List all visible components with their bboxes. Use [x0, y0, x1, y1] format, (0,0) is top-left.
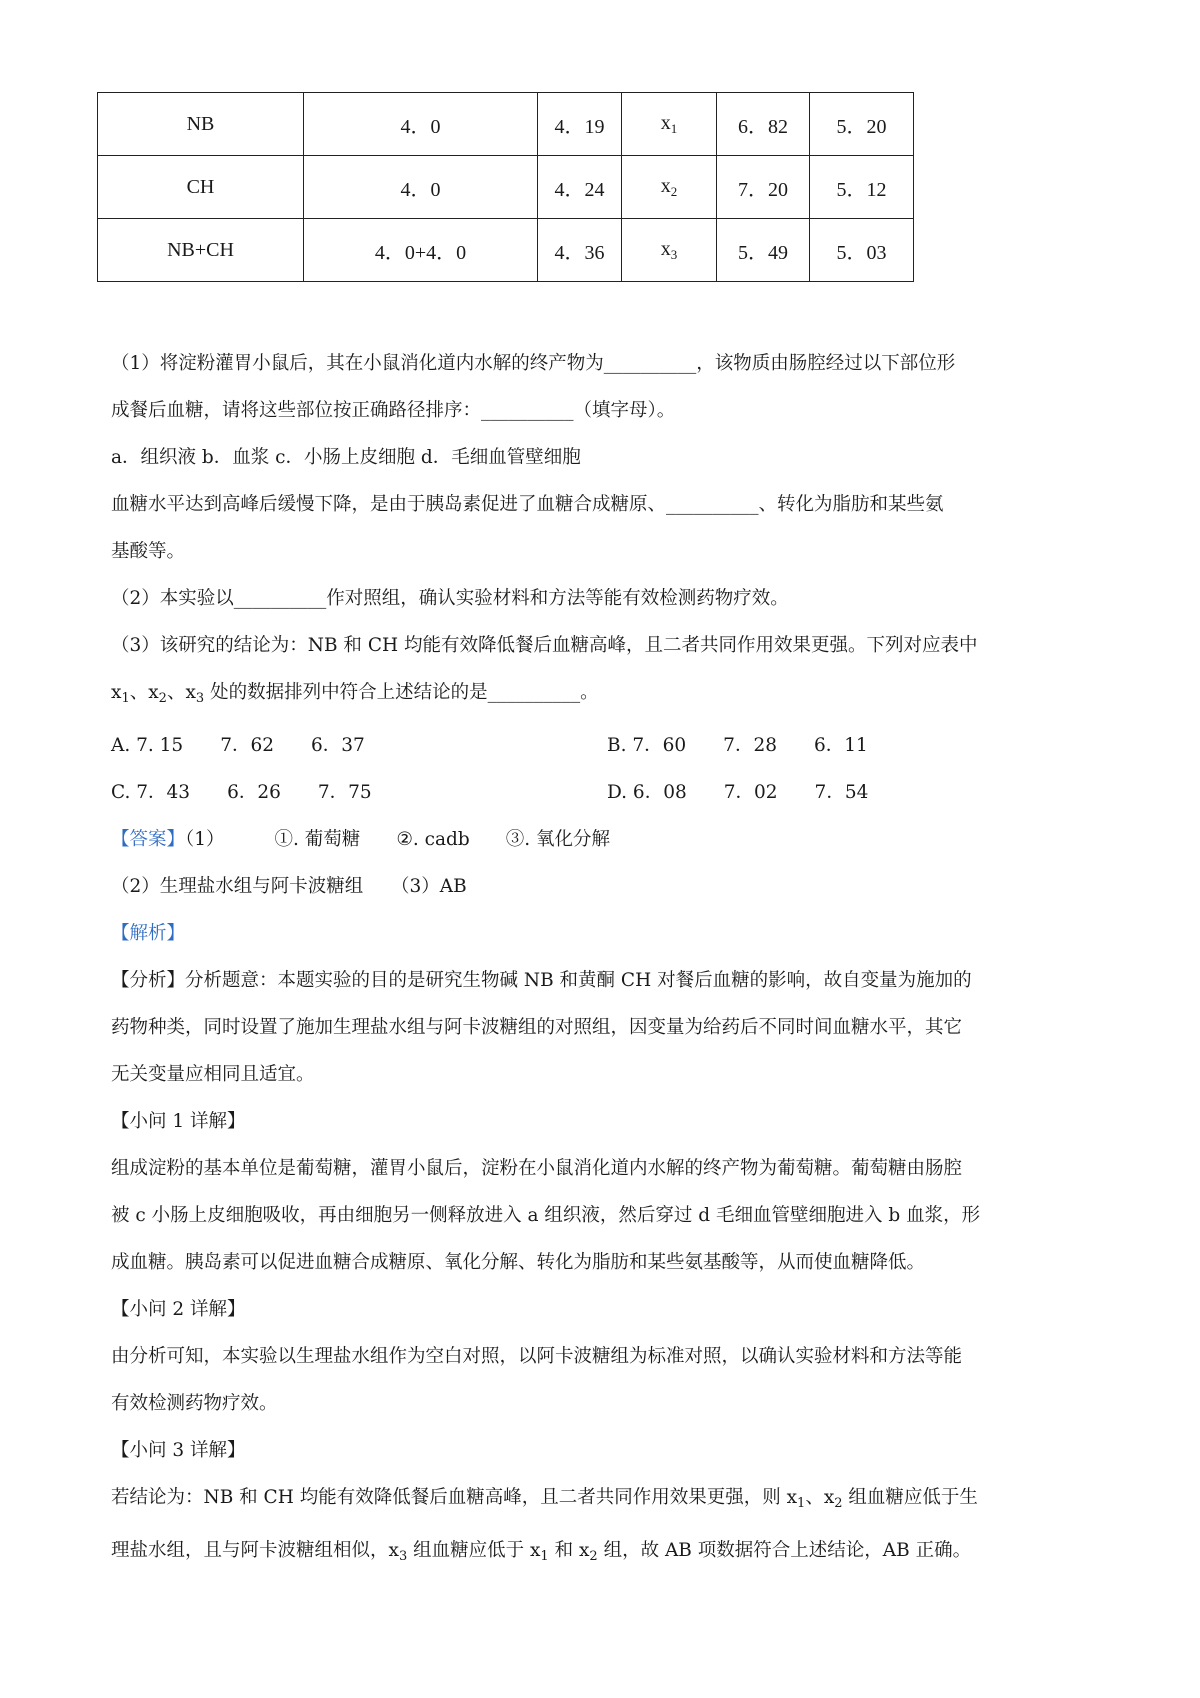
section-title: 【小问 3 详解】 [111, 1440, 246, 1461]
analysis-tag: 【解析】 [111, 923, 186, 944]
table-row [98, 219, 914, 282]
explanation-line: 成血糖。胰岛素可以促进血糖合成糖原、氧化分解、转化为脂肪和某些氨基酸等，从而使血糖降低。 [111, 1252, 926, 1273]
option-c: C. 7．43 6．26 7．75 [111, 782, 372, 803]
table-cell: $x_3$ [622, 219, 717, 282]
q3-line: （3）该研究的结论为：NB 和 CH 均能有效降低餐后血糖高峰，且二者共同作用效果更强。下列对应表中 [111, 635, 978, 656]
table-cell: 5．03 [810, 219, 914, 282]
explanation-line: 组成淀粉的基本单位是葡萄糖，灌胃小鼠后，淀粉在小鼠消化道内水解的终产物为葡萄糖。葡萄糖由肠腔 [111, 1158, 963, 1179]
q1-line: 血糖水平达到高峰后缓慢下降，是由于胰岛素促进了血糖合成糖原、__________、转化为脂肪和某些氨 [111, 494, 944, 515]
table-cell: 5．20 [810, 93, 914, 156]
table-cell: 5．49 [717, 219, 810, 282]
analysis-line: 无关变量应相同且适宜。 [111, 1064, 315, 1085]
q2-line: （2）本实验以__________作对照组，确认实验材料和方法等能有效检测药物疗效。 [111, 588, 789, 609]
option-b: B. 7．60 7．28 6．11 [607, 735, 868, 756]
document-body [111, 340, 1101, 1580]
answer-tag: 【答案】 [111, 829, 186, 850]
table-cell: 4．19 [538, 93, 622, 156]
table-cell: 7．20 [717, 156, 810, 219]
table-cell: NB [98, 93, 304, 156]
explanation-line: 被 c 小肠上皮细胞吸收，再由细胞另一侧释放进入 a 组织液，然后穿过 d 毛细血管壁细胞进入 b 血浆，形 [111, 1205, 981, 1226]
data-table [97, 92, 914, 282]
table-cell: $x_1$ [622, 93, 717, 156]
explanation-line: 若结论为：NB 和 CH 均能有效降低餐后血糖高峰，且二者共同作用效果更强，则 $x_1$、$x_2$ 组血糖应低于生 [111, 1487, 978, 1511]
q3-line: $x_1$、$x_2$、$x_3$ 处的数据排列中符合上述结论的是__________。 [111, 682, 599, 706]
options-row [111, 769, 1101, 816]
table-row [98, 93, 914, 156]
options-row [111, 722, 1101, 769]
table-cell: NB+CH [98, 219, 304, 282]
section-title: 【小问 2 详解】 [111, 1299, 246, 1320]
q1-line: a．组织液 b．血浆 c．小肠上皮细胞 d．毛细血管壁细胞 [111, 447, 581, 468]
explanation-line: 有效检测药物疗效。 [111, 1393, 278, 1414]
table-cell: 4．24 [538, 156, 622, 219]
answer-line: 【答案】（1） ①. 葡萄糖 ②. cadb ③. 氧化分解 [111, 829, 610, 850]
table-cell: 4．36 [538, 219, 622, 282]
table-cell: 5．12 [810, 156, 914, 219]
section-title: 【小问 1 详解】 [111, 1111, 246, 1132]
table-row [98, 156, 914, 219]
q1-line: 基酸等。 [111, 541, 186, 562]
analysis-line: 【分析】分析题意：本题实验的目的是研究生物碱 NB 和黄酮 CH 对餐后血糖的影响，故自变量为施加的 [111, 970, 972, 991]
option-a: A. 7. 15 7．62 6．37 [111, 735, 365, 756]
table-cell: $x_2$ [622, 156, 717, 219]
q1-line: 成餐后血糖，请将这些部位按正确路径排序：__________（填字母）。 [111, 400, 676, 421]
table-cell: 4．0 [304, 93, 538, 156]
explanation-line: 理盐水组，且与阿卡波糖组相似，$x_3$ 组血糖应低于 $x_1$ 和 $x_2$ 组，故 AB 项数据符合上述结论，AB 正确。 [111, 1540, 972, 1564]
q1-line: （1）将淀粉灌胃小鼠后，其在小鼠消化道内水解的终产物为__________，该物质由肠腔经过以下部位形 [111, 353, 956, 374]
table-cell: 4．0 [304, 156, 538, 219]
explanation-line: 由分析可知，本实验以生理盐水组作为空白对照，以阿卡波糖组为标准对照，以确认实验材料和方法等能 [111, 1346, 963, 1367]
analysis-line: 药物种类，同时设置了施加生理盐水组与阿卡波糖组的对照组，因变量为给药后不同时间血糖水平，其它 [111, 1017, 963, 1038]
table-cell: 4．0+4．0 [304, 219, 538, 282]
table-cell: 6．82 [717, 93, 810, 156]
option-d: D. 6．08 7．02 7．54 [607, 782, 869, 803]
answer-line: （2）生理盐水组与阿卡波糖组 （3）AB [111, 876, 467, 897]
table-cell: CH [98, 156, 304, 219]
